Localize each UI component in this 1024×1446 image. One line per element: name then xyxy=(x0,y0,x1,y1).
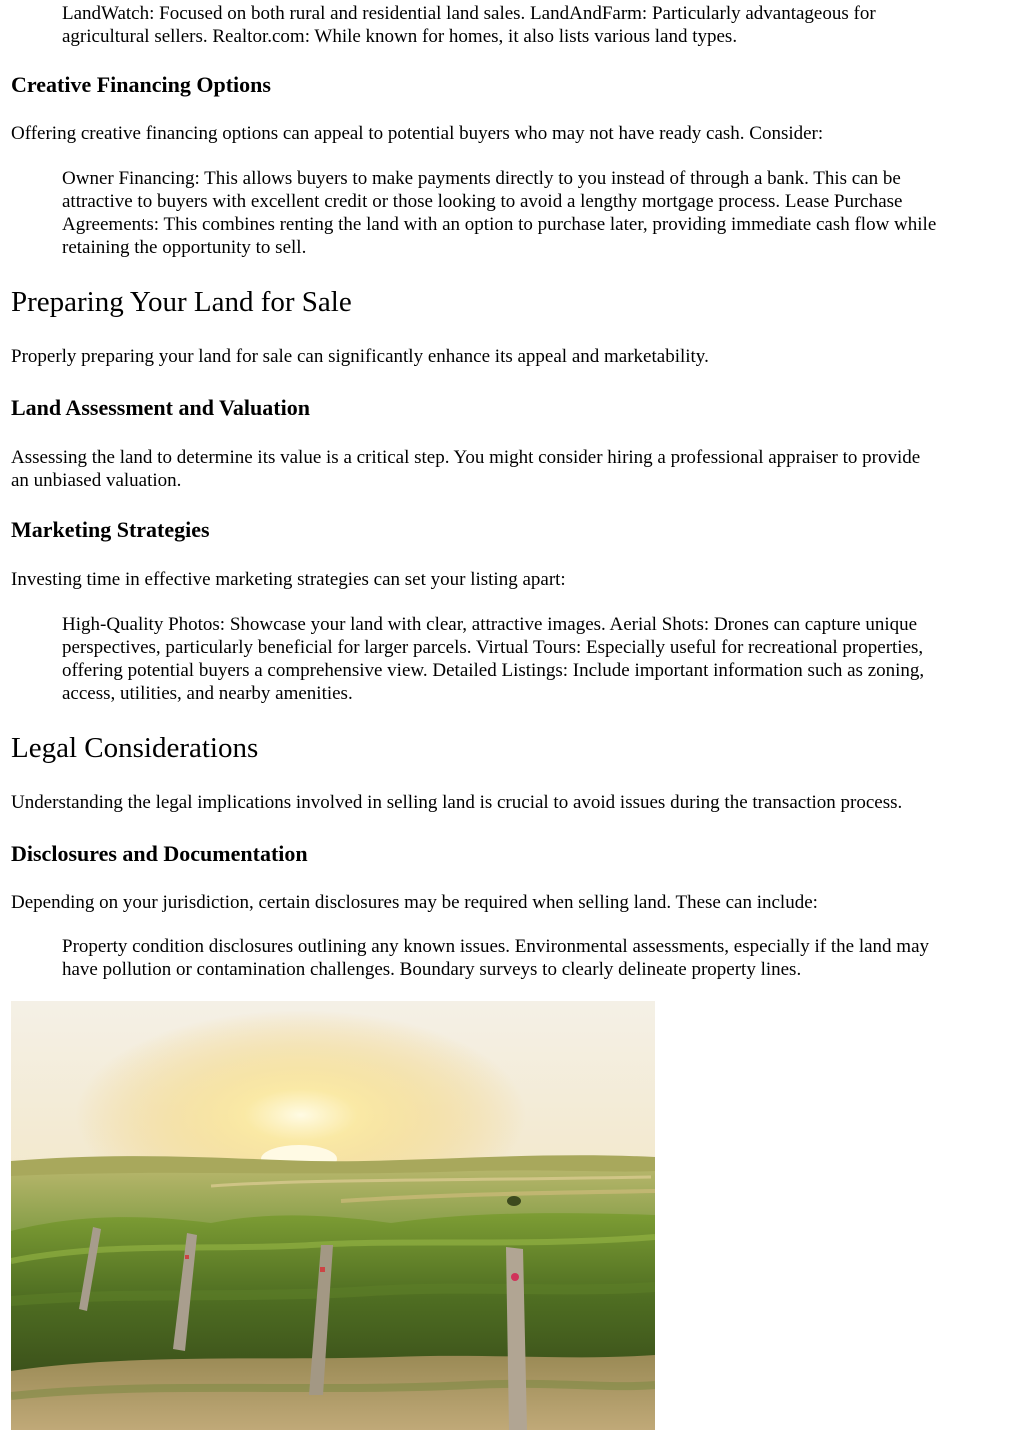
post-marker xyxy=(320,1267,325,1272)
marketing-list xyxy=(62,613,924,705)
paragraph-line: an unbiased valuation. xyxy=(11,470,182,491)
disclosures-list xyxy=(62,935,929,981)
post-marker xyxy=(511,1273,519,1281)
paragraph-marketing-strategies: Investing time in effective marketing strategies can set your listing apart: xyxy=(11,569,566,590)
heading-land-assessment: Land Assessment and Valuation xyxy=(11,395,310,420)
list-line: High-Quality Photos: Showcase your land with clear, attractive images. Aerial Shots: Drones can capture unique xyxy=(62,614,918,635)
list-line: Agreements: This combines renting the land with an option to purchase later, providing immediate cash flow while xyxy=(62,214,937,235)
paragraph-legal-considerations: Understanding the legal implications involved in selling land is crucial to avoid issues during the transaction process. xyxy=(11,792,903,813)
list-line: offering potential buyers a comprehensive view. Detailed Listings: Include important information such as zoning, xyxy=(62,660,925,681)
paragraph-preparing-land: Properly preparing your land for sale can significantly enhance its appeal and marketability. xyxy=(11,346,709,367)
list-line: Property condition disclosures outlining any known issues. Environmental assessments, especially if the land may xyxy=(62,936,929,957)
list-line: perspectives, particularly beneficial for larger parcels. Virtual Tours: Especially useful for recreational properties, xyxy=(62,637,924,658)
list-line: Owner Financing: This allows buyers to make payments directly to you instead of through a bank. This can be xyxy=(62,168,901,189)
list-line: agricultural sellers. Realtor.com: While known for homes, it also lists various land types. xyxy=(62,26,738,47)
list-line: access, utilities, and nearby amenities. xyxy=(62,683,353,704)
vineyard-photo xyxy=(11,1001,655,1430)
post-marker xyxy=(185,1255,189,1259)
list-line: attractive to buyers with excellent credit or those looking to avoid a lengthy mortgage process. Lease Purchase xyxy=(62,191,903,212)
paragraph-land-assessment xyxy=(11,446,920,492)
vineyard-sunset-image xyxy=(11,1001,655,1430)
list-line: LandWatch: Focused on both rural and residential land sales. LandAndFarm: Particularly advantageous for xyxy=(62,3,876,24)
list-line: have pollution or contamination challenges. Boundary surveys to clearly delineate property lines. xyxy=(62,959,802,980)
financing-list xyxy=(62,167,936,259)
tree xyxy=(507,1196,521,1206)
heading-legal-considerations: Legal Considerations xyxy=(11,732,259,764)
heading-preparing-land: Preparing Your Land for Sale xyxy=(11,286,352,318)
heading-creative-financing: Creative Financing Options xyxy=(11,72,271,97)
paragraph-line: Assessing the land to determine its value is a critical step. You might consider hiring a professional appraiser to provide xyxy=(11,447,921,468)
heading-marketing-strategies: Marketing Strategies xyxy=(11,517,210,542)
paragraph-creative-financing: Offering creative financing options can appeal to potential buyers who may not have ready cash. Consider: xyxy=(11,123,824,144)
list-line: retaining the opportunity to sell. xyxy=(62,237,307,258)
paragraph-disclosures: Depending on your jurisdiction, certain disclosures may be required when selling land. These can include: xyxy=(11,892,818,913)
heading-disclosures: Disclosures and Documentation xyxy=(11,841,308,866)
platform-list xyxy=(62,2,876,48)
